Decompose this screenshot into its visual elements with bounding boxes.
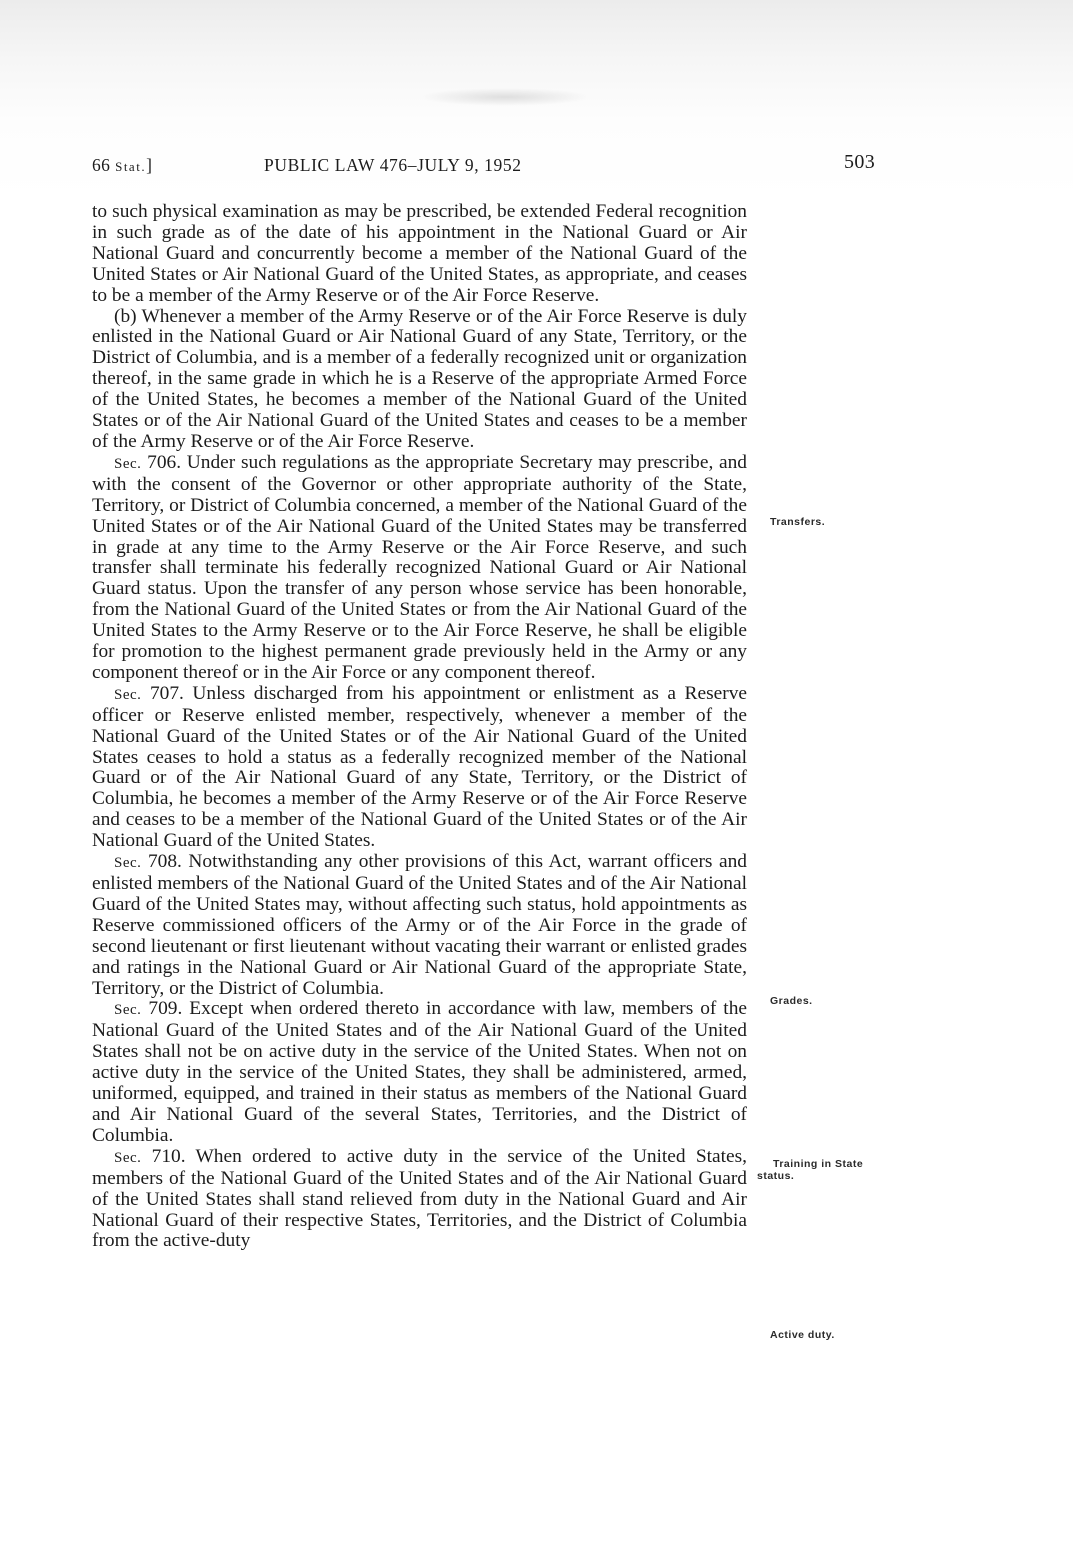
section-label: Sec. <box>114 455 142 472</box>
statute-bracket: ] <box>146 155 153 175</box>
paragraph-subsection-b <box>92 307 747 453</box>
margin-note-training-in-state-status: Training in State status. <box>757 1158 864 1182</box>
section-label: Sec. <box>114 686 142 703</box>
paragraph-text: 709. Except when ordered thereto in accordance with law, members of the National Guard of the United States and of the Air National Guard of the United States shall not be on active duty in the service of the United States. When not on active duty in the service of the United States, they shall be administered, armed, uniformed, equipped, and trained in their status as members of the National Guard and Air National Guard of the several States, Territories, and the District of Columbia. <box>92 998 747 1146</box>
paragraph-sec-707 <box>92 684 747 852</box>
page-number: 503 <box>844 151 876 173</box>
section-label: Sec. <box>114 1149 142 1166</box>
paragraph-sec-706 <box>92 453 747 684</box>
margin-note-active-duty: Active duty. <box>770 1329 835 1341</box>
statute-volume: 66 <box>92 155 111 175</box>
page-title: PUBLIC LAW 476–JULY 9, 1952 <box>264 155 522 175</box>
margin-note-transfers: Transfers. <box>770 516 826 528</box>
paragraph-sec-710 <box>92 1147 747 1253</box>
paragraph-text: (b) Whenever a member of the Army Reserve or of the Air Force Reserve is duly enlisted in the National Guard or Air National Guard of any State, Territory, or the District of Columbia, and is a member of a federally recognized unit or organization thereof, in the same grade in which he is a Reserve of the appropriate Armed Force of the United States, he becomes a member of the National Guard of the United States or of the Air National Guard of the United States and ceases to be a member of the Army Reserve or of the Air Force Reserve. <box>92 305 747 452</box>
paragraph-text: 706. Under such regulations as the appropriate Secretary may prescribe, and with the consent of the Governor or other appropriate authority of the State, Territory, or District of Columbia concerned, a member of the National Guard of the United States or of the Air National Guard of the United States may be transferred in grade at any time to the Army Reserve or the Air Force Reserve, and such transfer shall terminate his federally recognized National Guard or Air National Guard status. Upon the transfer of any person whose service has been honorable, from the National Guard of the United States or from the Air National Guard of the United States to the Army Reserve or to the Air Force Reserve, he shall be eligible for promotion to the highest permanent grade previously held in the Army or any component thereof or in the Air Force or any component thereof. <box>92 451 747 683</box>
paragraph-text: 707. Unless discharged from his appointment or enlistment as a Reserve officer or Reserve enlisted member, respectively, whenever a member of the National Guard of the United States or of the Air National Guard of the United States ceases to hold a status as a federally recognized member of the National Guard or of the Air National Guard of any State, Territory, or the District of Columbia, he becomes a member of the Army Reserve or of the Air Force Reserve and ceases to be a member of the National Guard of the United States or of the Air National Guard of the United States. <box>92 682 747 852</box>
section-label: Sec. <box>114 1002 142 1019</box>
paragraph-continuation <box>92 202 747 307</box>
statute-reference <box>92 155 152 176</box>
paragraph-sec-708 <box>92 852 747 999</box>
paragraph-sec-709 <box>92 999 747 1146</box>
section-label: Sec. <box>114 855 142 872</box>
paragraph-text: 710. When ordered to active duty in the service of the United States, members of the National Guard of the United States and of the Air National Guard of the United States shall stand relieved from duty in the National Guard and Air National Guard of their respective States, Territories, and the District of Columbia from the active-duty <box>92 1145 747 1252</box>
paragraph-text: 708. Notwithstanding any other provisions of this Act, warrant officers and enlisted members of the National Guard of the United States and of the Air National Guard of the United States may, without affecting such status, hold appointments as Reserve commissioned officers of the Army or of the Air Force in the grade of second lieutenant or first lieutenant without vacating their warrant or enlisted grades and ratings in the National Guard or Air National Guard of the appropriate State, Territory, or the District of Columbia. <box>92 851 747 999</box>
body-text <box>92 202 747 1252</box>
margin-note-grades: Grades. <box>770 995 813 1007</box>
paragraph-text: to such physical examination as may be prescribed, be extended Federal recognition in such grade as of the date of his appointment in the National Guard or Air National Guard and concurrently become a member of the National Guard of the United States or Air National Guard of the United States, as appropriate, and ceases to be a member of the Army Reserve or of the Air Force Reserve. <box>92 201 747 306</box>
scan-artifact <box>420 88 590 106</box>
running-header <box>92 151 892 181</box>
statute-abbrev: Stat. <box>115 159 147 174</box>
